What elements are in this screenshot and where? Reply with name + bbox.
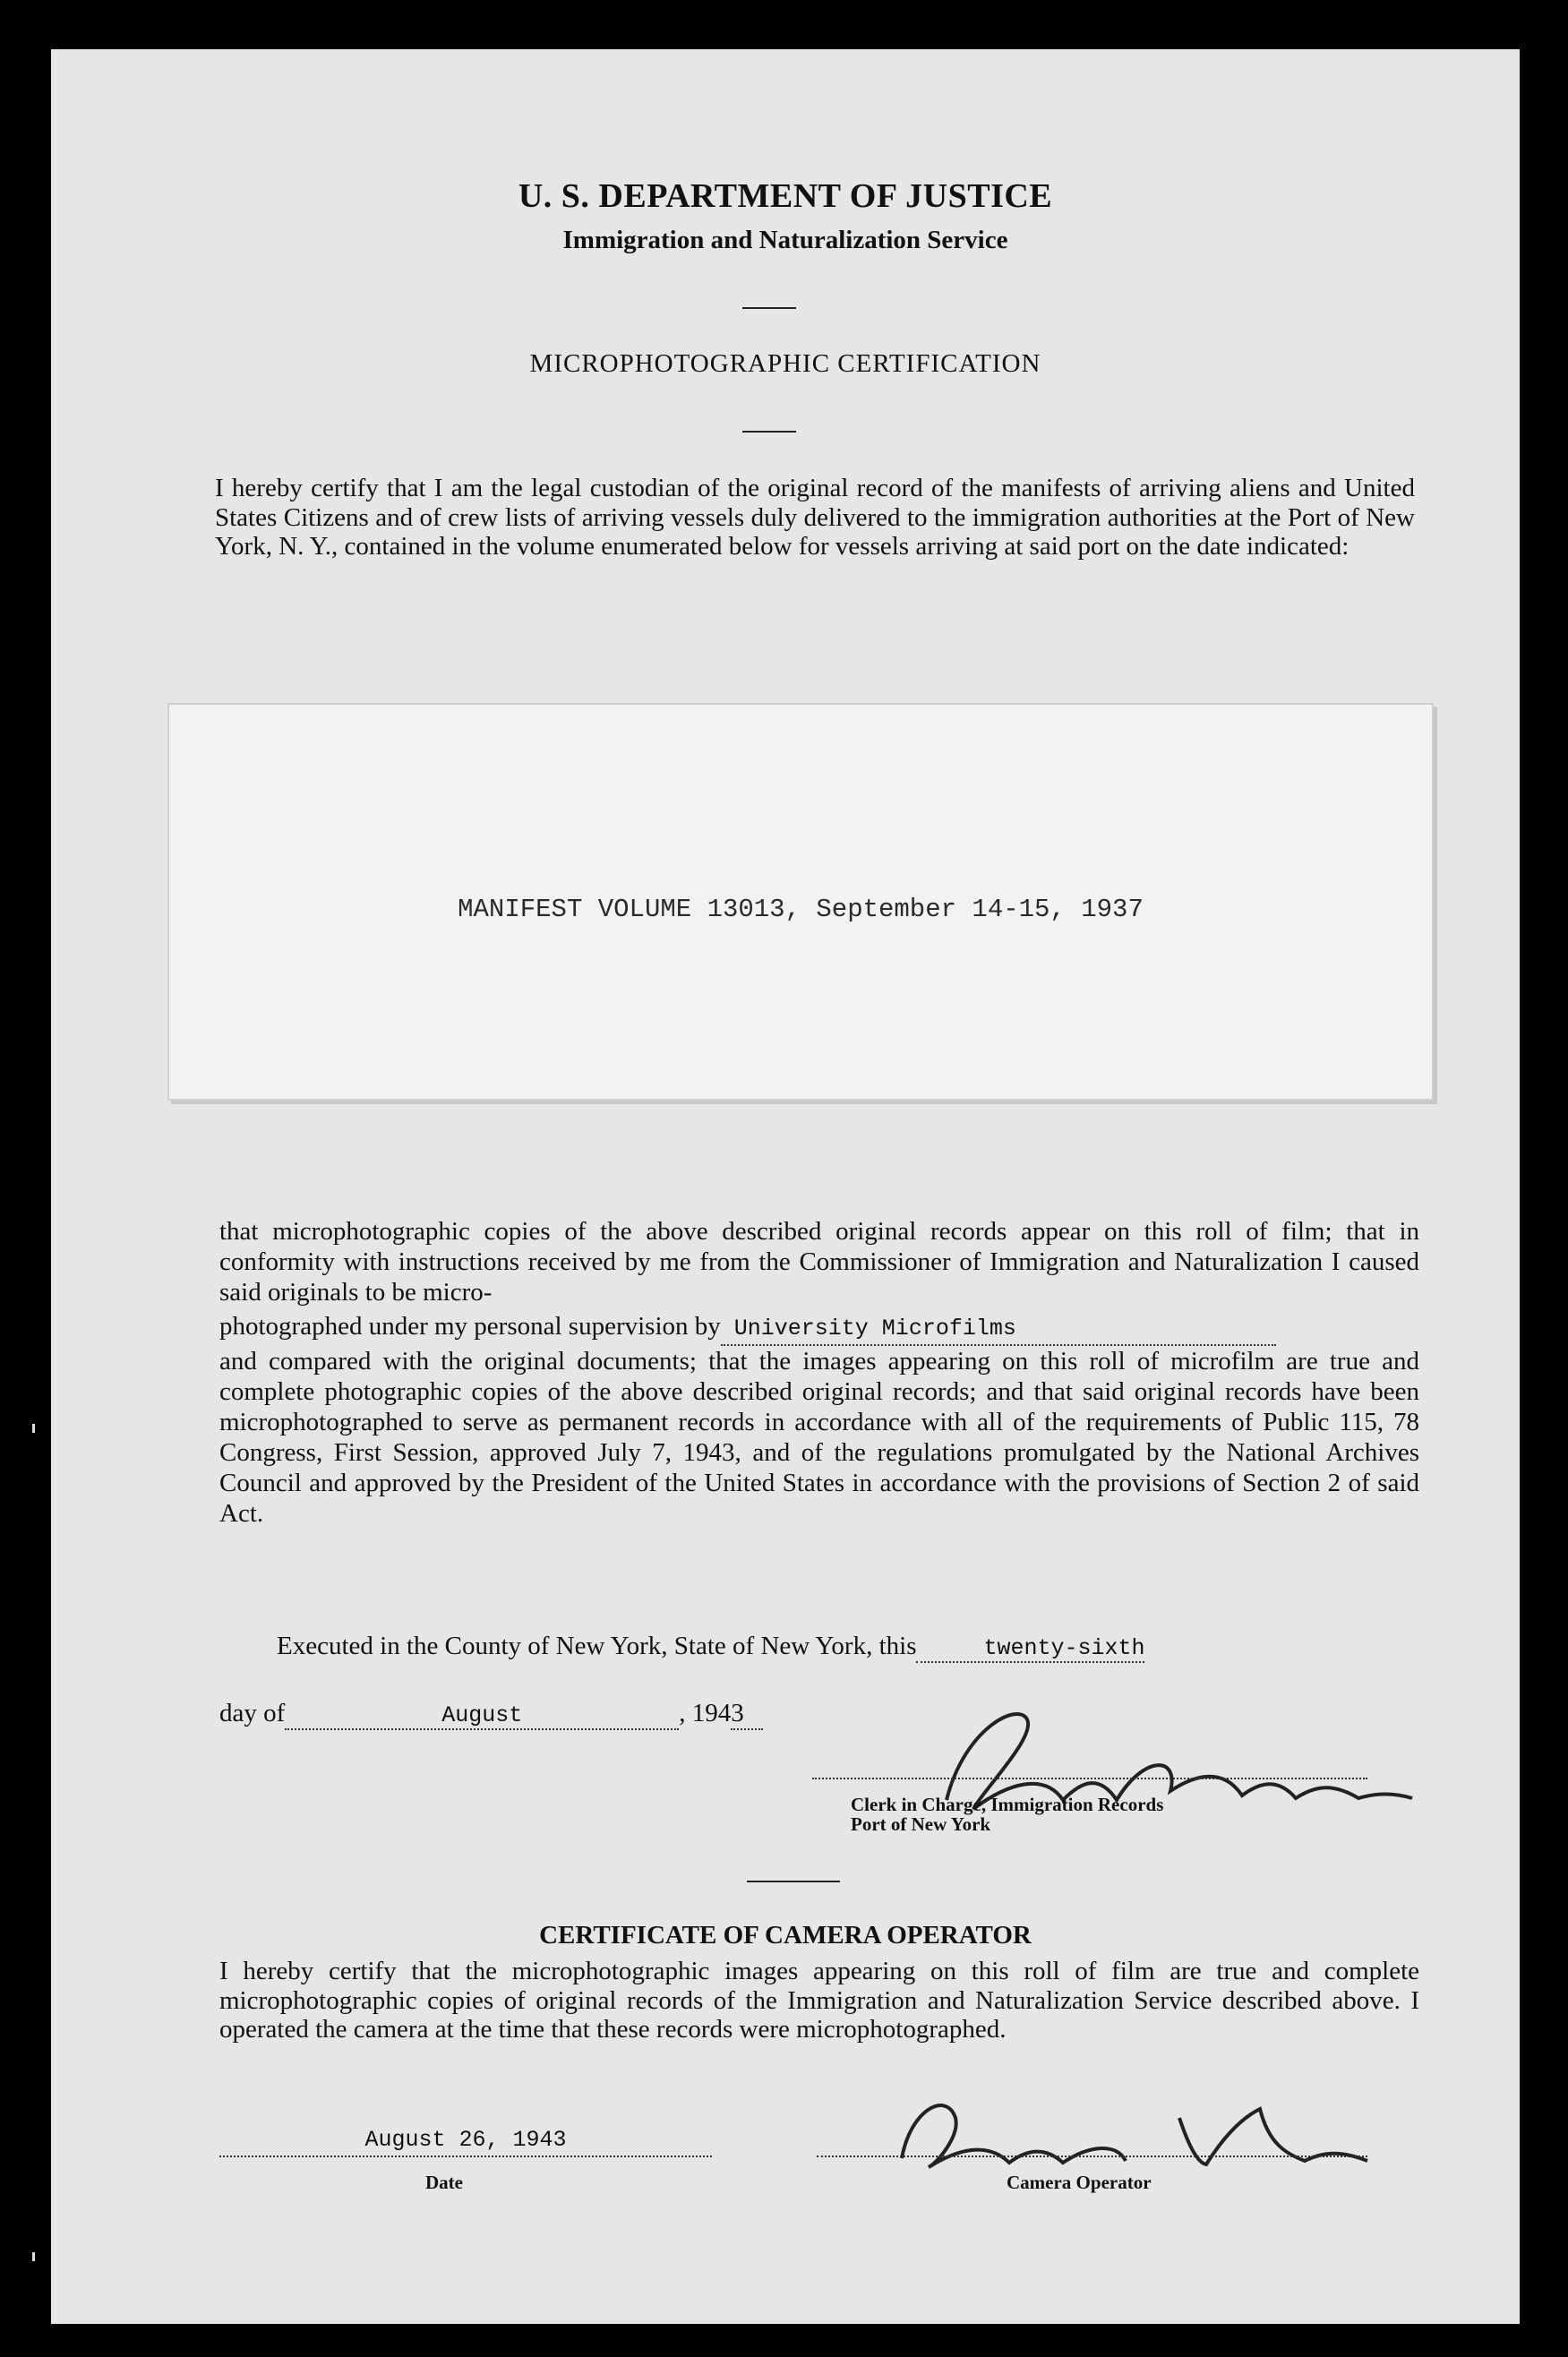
month-field xyxy=(285,1702,679,1730)
department-title: U. S. DEPARTMENT OF JUSTICE xyxy=(518,177,1053,215)
execution-prefix: Executed in the County of New York, State of New York, this xyxy=(277,1632,917,1660)
execution-day-value: twenty-sixth xyxy=(983,1635,1145,1661)
operator-signature xyxy=(884,2082,1385,2181)
service-subtitle: Immigration and Naturalization Service xyxy=(562,226,1008,254)
photographed-by-prefix: photographed under my personal supervision by xyxy=(219,1312,721,1341)
execution-day-field xyxy=(916,1635,1144,1663)
execution-date-line xyxy=(219,1699,763,1730)
body-paragraph-rest: and compared with the original documents; that the images appearing on this roll of microfilm are true and complete photographic copies of the above described original records; and that said original records have been microphotographed to serve as permanent records in accordance with all of the requirements of Public 115, 78 Congress, First Session, approved July 7, 1943, and of the regulations promulgated by the National Archives Council and approved by the President of the United States in accordance with the provisions of Section 2 of said Act. xyxy=(219,1347,1419,1528)
custodian-statement: I hereby certify that I am the legal custodian of the original record of the manifests of arriving aliens and United States Citizens and of crew lists of arriving vessels duly delivered to the immigration authorities at the Port of New York, N. Y., contained in the volume enumerated below for vessels arriving at said port on the date indicated: xyxy=(215,474,1415,561)
camera-certificate-title: CERTIFICATE OF CAMERA OPERATOR xyxy=(539,1921,1032,1950)
date-value: August 26, 1943 xyxy=(364,2127,567,2153)
manifest-label: MANIFEST VOLUME 13013, September 14-15, 1937 xyxy=(458,895,1144,924)
year-digit: 3 xyxy=(731,1699,744,1727)
film-edge-mark xyxy=(32,2252,35,2261)
clerk-signature-line xyxy=(812,1778,1367,1779)
body-paragraph-start: that microphotographic copies of the above described original records appear on this roll of film; that in conformity with instructions received by me from the Commissioner of Immigration and Naturalization I caused said originals to be micro- xyxy=(219,1217,1419,1307)
film-edge-mark xyxy=(32,1424,35,1433)
divider-top xyxy=(742,307,796,309)
execution-line xyxy=(277,1632,1423,1663)
month-value: August xyxy=(441,1702,523,1728)
operator-signature-line xyxy=(817,2156,1367,2157)
date-label: Date xyxy=(425,2172,463,2193)
year-digit-field xyxy=(731,1699,763,1730)
camera-certificate-text: I hereby certify that the microphotographic images appearing on this roll of film are true and complete microphotographic copies of original records of the Immigration and Naturalization Service described above. I operated the camera at the time that these records were microphotographed. xyxy=(219,1957,1419,2044)
certification-title: MICROPHOTOGRAPHIC CERTIFICATION xyxy=(529,349,1041,378)
operator-label: Camera Operator xyxy=(1007,2172,1152,2193)
certification-body xyxy=(219,1216,1419,1529)
photographer-field xyxy=(721,1314,1276,1346)
manifest-slip xyxy=(167,703,1434,1101)
clerk-title-line1: Clerk in Charge, Immigration Records xyxy=(851,1794,1164,1815)
day-of-label: day of xyxy=(219,1699,286,1727)
photographer-value: University Microfilms xyxy=(733,1316,1016,1341)
date-line xyxy=(219,2156,712,2157)
photographed-by-line xyxy=(219,1311,1419,1346)
clerk-title-line2: Port of New York xyxy=(851,1813,991,1835)
divider-middle xyxy=(742,431,796,433)
divider-bottom xyxy=(747,1881,840,1882)
year-prefix: , 194 xyxy=(679,1699,732,1727)
certificate-page xyxy=(51,49,1520,2324)
